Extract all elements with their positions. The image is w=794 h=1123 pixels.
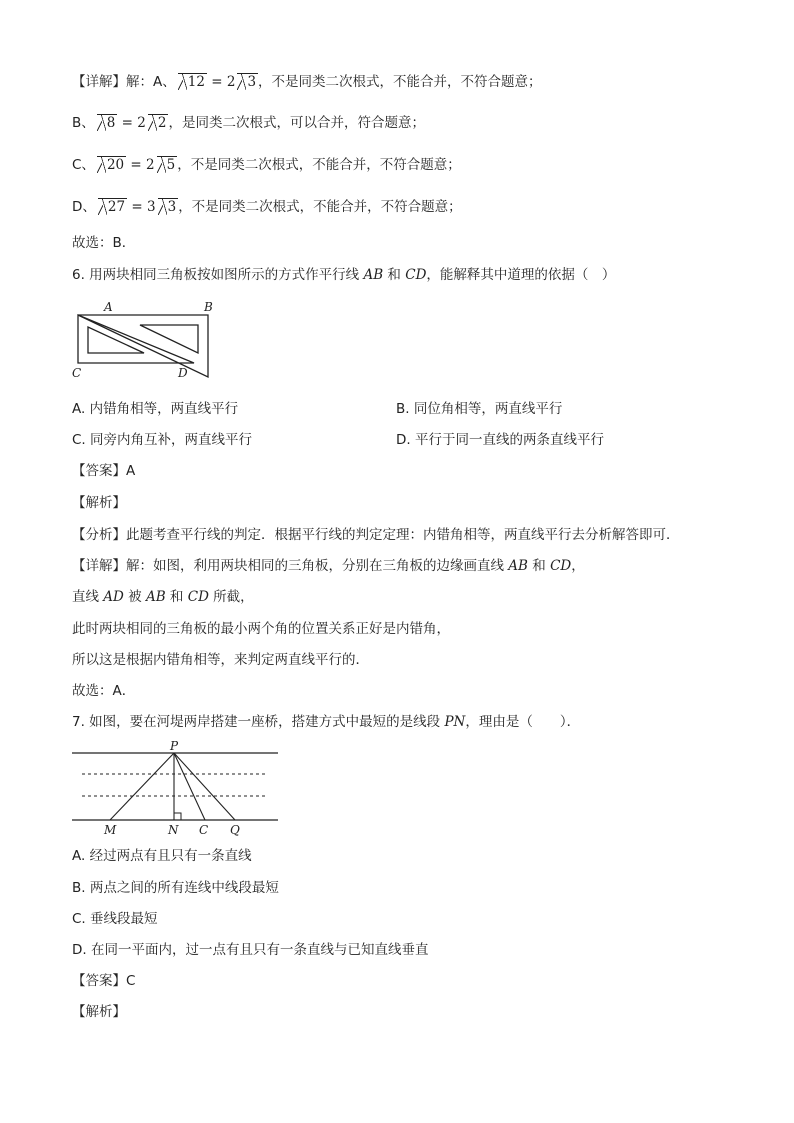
detail6-ab: AB	[508, 558, 528, 574]
q7-text-1: 7. 如图，要在河堤两岸搭建一座桥，搭建方式中最短的是线段	[72, 714, 445, 730]
q6-option-d: D. 平行于同一直线的两条直线平行	[396, 432, 604, 448]
detail-6	[72, 556, 585, 576]
radical-3: 3	[237, 73, 258, 90]
q6-option-b: B. 同位角相等，两直线平行	[396, 401, 563, 417]
q7-option-d: D. 在同一平面内，过一点有且只有一条直线与已知直线垂直	[72, 942, 429, 958]
triangle-rulers-figure	[68, 297, 218, 385]
analysis-7-heading: 【解析】	[72, 1004, 126, 1020]
detail6-text-2: 和	[527, 558, 551, 574]
q7-text-2: ，理由是（ ）．	[465, 714, 581, 730]
detail-line-a	[72, 72, 542, 92]
radical-27: 27	[98, 198, 127, 215]
detail-line-d	[72, 197, 462, 217]
line-c-eq: = 2	[130, 157, 155, 173]
radical-8: 8	[97, 114, 118, 131]
cut-ad: AD	[103, 589, 124, 605]
label-c: C	[72, 366, 82, 380]
detail6-text-1: 【详解】解：如图，利用两块相同的三角板，分别在三角板的边缘画直线	[72, 558, 509, 574]
detail-6-line-4: 所以这是根据内错角相等，来判定两直线平行的．	[72, 652, 369, 668]
line-b-eq: = 2	[121, 115, 146, 131]
q6-cd: CD	[405, 267, 427, 283]
radical-20: 20	[97, 156, 126, 173]
line-b-prefix: B、	[72, 115, 95, 131]
cut-cd: CD	[187, 589, 209, 605]
q6-text-3: ，能解释其中道理的依据（ ）	[426, 267, 616, 283]
question-7	[72, 712, 580, 732]
label-q: Q	[230, 823, 240, 837]
q7-option-b: B. 两点之间的所有连线中线段最短	[72, 880, 279, 896]
answer-6: 【答案】A	[72, 463, 136, 479]
analysis-6-text: 【分析】此题考查平行线的判定．根据平行线的判定定理：内错角相等，两直线平行去分析解答即可．	[72, 527, 680, 543]
segment-pm	[110, 753, 174, 820]
label-c7: C	[199, 823, 209, 837]
detail6-cd: CD	[550, 558, 572, 574]
label-b: B	[204, 300, 213, 314]
segment-pq	[174, 753, 235, 820]
detail-line-b	[72, 113, 425, 133]
detail6-text-3: ，	[571, 558, 585, 574]
line-ad-cut	[72, 587, 254, 607]
q7-pn: PN	[444, 714, 466, 730]
cut-text-2: 被	[123, 589, 146, 605]
radical-12: 12	[178, 73, 207, 90]
river-bridge-figure	[68, 740, 283, 838]
radical-2: 2	[148, 114, 169, 131]
triangle-lower-outer	[78, 315, 194, 363]
segment-pc	[174, 753, 205, 820]
line-a-prefix: 【详解】解：A、	[72, 74, 176, 90]
radical-3b: 3	[158, 198, 179, 215]
cut-text-4: 所截，	[208, 589, 254, 605]
label-m: M	[104, 823, 117, 837]
line-b-text: ，是同类二次根式，可以合并，符合题意；	[168, 115, 425, 131]
right-angle-mark	[174, 813, 181, 820]
label-n: N	[168, 823, 179, 837]
line-c-prefix: C、	[72, 157, 95, 173]
cut-text-1: 直线	[72, 589, 104, 605]
line-a-eq: = 2	[211, 74, 236, 90]
q6-option-c: C. 同旁内角互补，两直线平行	[72, 432, 253, 448]
q6-option-a: A. 内错角相等，两直线平行	[72, 401, 239, 417]
label-a: A	[104, 300, 113, 314]
choose-b: 故选：B．	[72, 235, 136, 251]
q7-option-a: A. 经过两点有且只有一条直线	[72, 848, 252, 864]
cut-text-3: 和	[165, 589, 188, 605]
line-d-text: ，不是同类二次根式，不能合并，不符合题意；	[178, 199, 462, 215]
q6-ab: AB	[363, 267, 384, 283]
label-d: D	[178, 366, 188, 380]
q6-text-2: 和	[383, 267, 406, 283]
detail-line-c	[72, 155, 461, 175]
triangle-upper-outer	[78, 315, 208, 377]
q6-text-1: 6. 用两块相同三角板按如图所示的方式作平行线	[72, 267, 364, 283]
choose-a: 故选：A．	[72, 683, 136, 699]
analysis-6-heading: 【解析】	[72, 495, 126, 511]
line-a-text: ，不是同类二次根式，不能合并，不符合题意；	[258, 74, 542, 90]
q7-option-c: C. 垂线段最短	[72, 911, 158, 927]
line-d-eq: = 3	[131, 199, 156, 215]
detail-6-line-3: 此时两块相同的三角板的最小两个角的位置关系正好是内错角，	[72, 621, 450, 637]
answer-7: 【答案】C	[72, 973, 136, 989]
label-p: P	[170, 740, 179, 753]
line-d-prefix: D、	[72, 199, 96, 215]
line-c-text: ，不是同类二次根式，不能合并，不符合题意；	[177, 157, 461, 173]
question-6	[72, 265, 615, 285]
cut-ab: AB	[145, 589, 166, 605]
radical-5: 5	[157, 156, 178, 173]
